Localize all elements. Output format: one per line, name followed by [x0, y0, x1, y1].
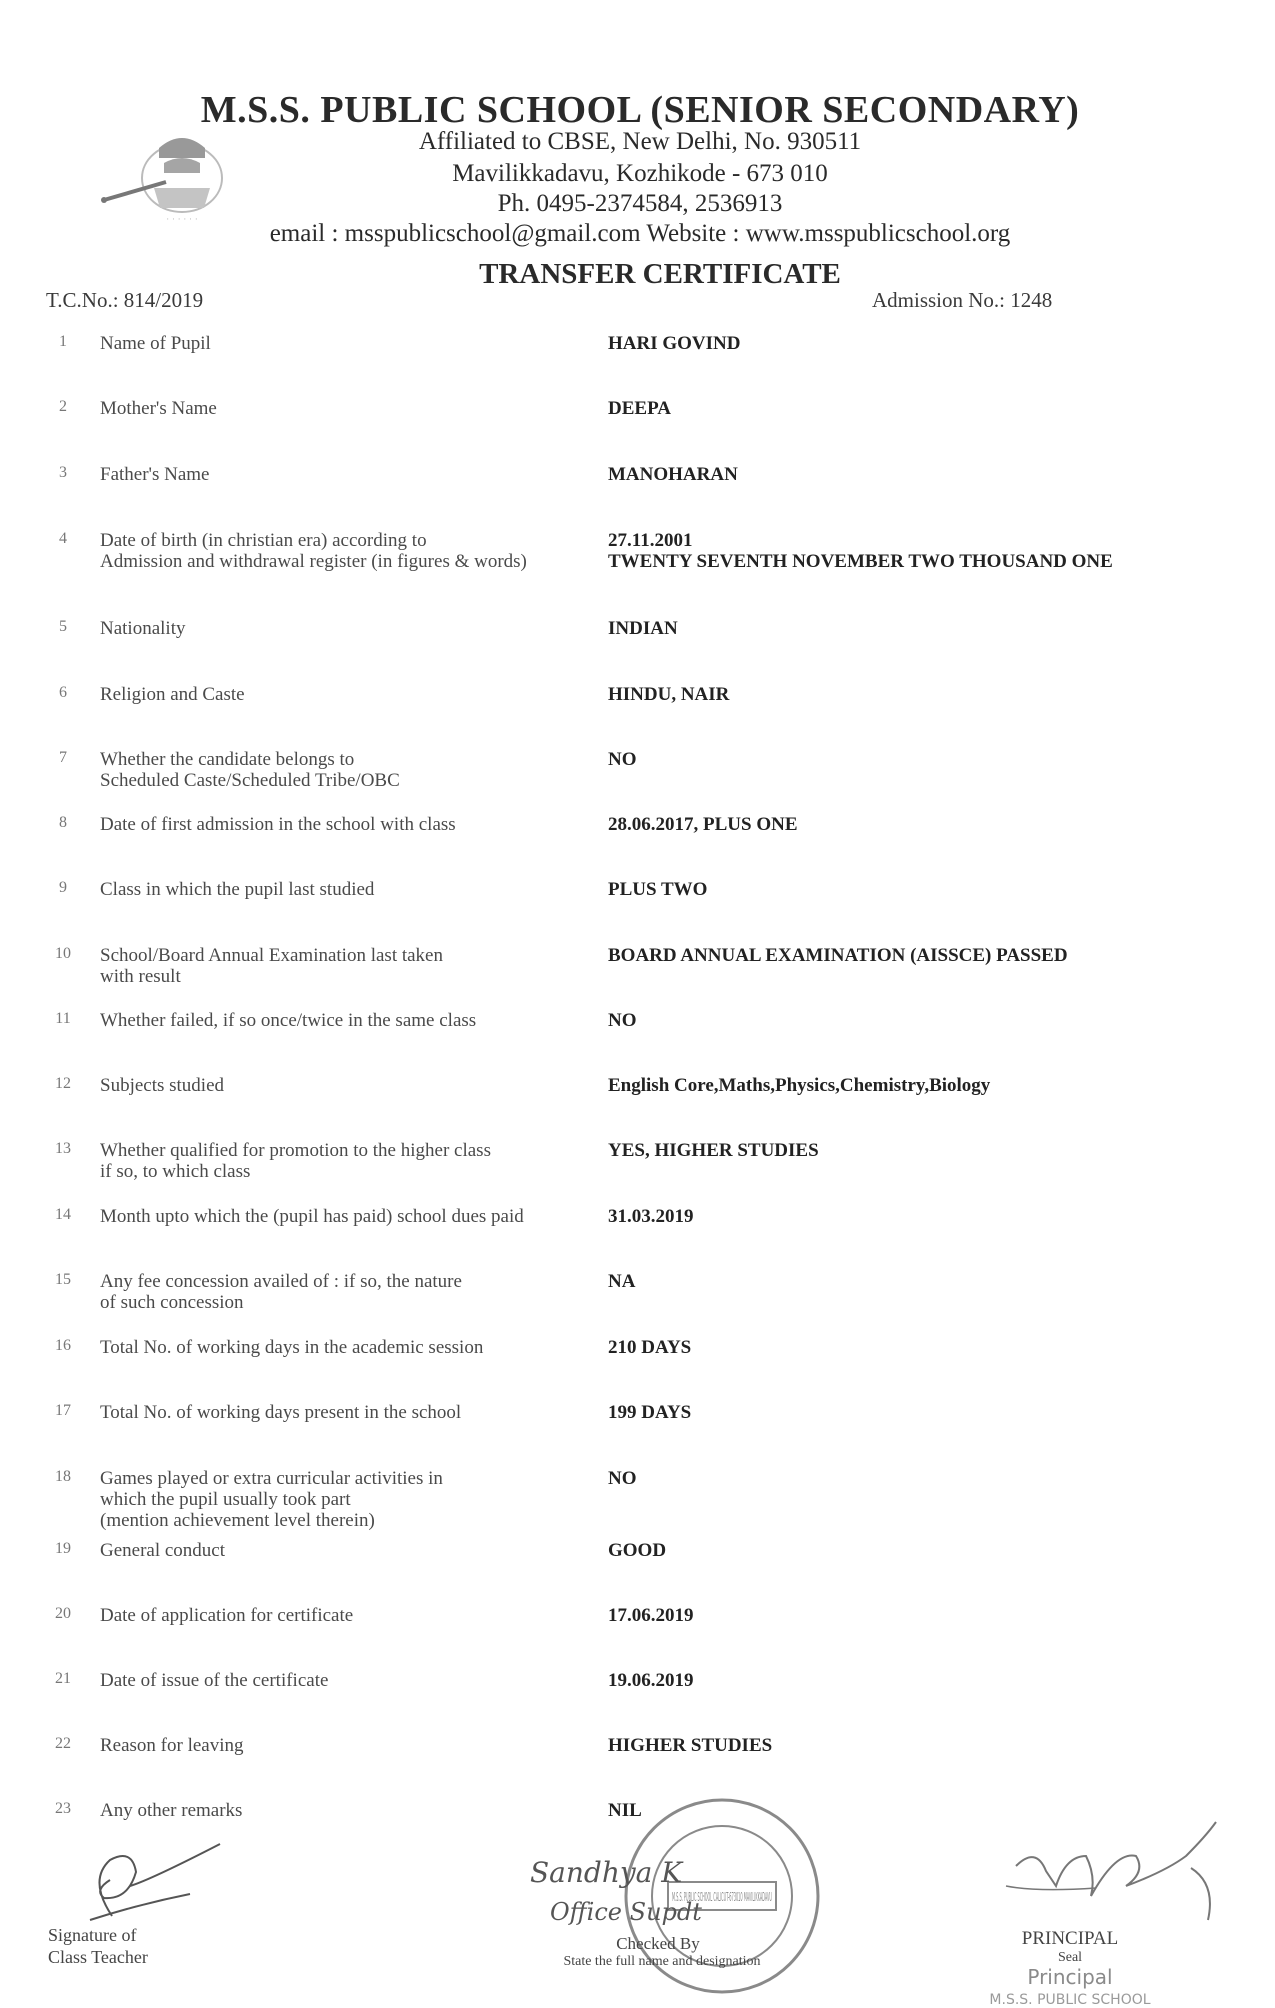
field-value: 199 DAYS: [608, 1402, 692, 1423]
principal-seal-stamp: [930, 1964, 1210, 2008]
row-number: 3: [59, 464, 67, 481]
affiliation: Affiliated to CBSE, New Delhi, No. 930511: [418, 128, 862, 155]
field-label: Whether qualified for promotion to the higher class if so, to which class: [100, 1140, 491, 1182]
field-value: NO: [608, 1010, 637, 1031]
field-value: HARI GOVIND: [608, 333, 741, 354]
field-label: Any other remarks: [100, 1800, 243, 1821]
field-label: Any fee concession availed of : if so, the nature of such concession: [100, 1271, 462, 1313]
checked-by-note: State the full name and designation: [563, 1954, 761, 1969]
row-number: 4: [59, 530, 67, 547]
field-label: Date of application for certificate: [100, 1605, 354, 1626]
field-label: Reason for leaving: [100, 1735, 244, 1756]
field-value: 27.11.2001 TWENTY SEVENTH NOVEMBER TWO THOUSAND ONE: [608, 530, 1113, 572]
class-teacher-signature: [70, 1838, 230, 1924]
field-label: Games played or extra curricular activities in which the pupil usually took part (mention achievement level therein): [100, 1468, 443, 1531]
principal-label: PRINCIPAL: [1021, 1928, 1119, 1949]
field-label: Nationality: [100, 618, 186, 639]
field-value: 28.06.2017, PLUS ONE: [608, 814, 798, 835]
stamp-text: M.S.S. PUBLIC SCHOOL CALICUT-673010 MAVILIKKADAVU: [672, 1890, 772, 1904]
field-value: YES, HIGHER STUDIES: [608, 1140, 819, 1161]
row-number: 12: [55, 1075, 71, 1092]
field-value: MANOHARAN: [608, 464, 738, 485]
principal-signature: [976, 1816, 1236, 1926]
field-label: Whether the candidate belongs to Scheduled Caste/Scheduled Tribe/OBC: [100, 749, 400, 791]
row-number: 13: [55, 1140, 71, 1157]
admission-number: Admission No.: 1248: [872, 288, 1053, 312]
field-value: 19.06.2019: [608, 1670, 694, 1691]
field-label: Religion and Caste: [100, 684, 245, 705]
row-number: 5: [59, 618, 67, 635]
svg-text:· · · · · ·: · · · · · ·: [166, 215, 198, 225]
row-number: 22: [55, 1735, 71, 1752]
seal-label: Seal: [1057, 1950, 1083, 1965]
school-address: Mavilikkadavu, Kozhikode - 673 010: [452, 160, 828, 187]
row-number: 14: [55, 1206, 71, 1223]
field-label: General conduct: [100, 1540, 226, 1561]
field-label: Subjects studied: [100, 1075, 225, 1096]
row-number: 11: [55, 1010, 71, 1027]
row-number: 7: [59, 749, 67, 766]
field-value: HIGHER STUDIES: [608, 1735, 773, 1756]
field-value: 210 DAYS: [608, 1337, 692, 1358]
row-number: 16: [55, 1337, 71, 1354]
field-value: DEEPA: [608, 398, 671, 419]
svg-text:Office Supdt: Office Supdt: [550, 1898, 702, 1926]
field-label: Month upto which the (pupil has paid) school dues paid: [100, 1206, 524, 1227]
row-number: 6: [59, 684, 67, 701]
field-label: Class in which the pupil last studied: [100, 879, 375, 900]
row-number: 9: [59, 879, 67, 896]
row-number: 15: [55, 1271, 71, 1288]
field-value: INDIAN: [608, 618, 678, 639]
field-label: Date of first admission in the school with class: [100, 814, 456, 835]
school-phone: Ph. 0495-2374584, 2536913: [497, 190, 783, 217]
field-value: 31.03.2019: [608, 1206, 694, 1227]
field-label: Name of Pupil: [100, 333, 211, 354]
field-label: Father's Name: [100, 464, 210, 485]
field-label: Date of issue of the certificate: [100, 1670, 329, 1691]
field-value: English Core,Maths,Physics,Chemistry,Biology: [608, 1075, 991, 1096]
field-label: Mother's Name: [100, 398, 217, 419]
field-value: HINDU, NAIR: [608, 684, 730, 705]
certificate-title: TRANSFER CERTIFICATE: [479, 258, 841, 290]
field-value: 17.06.2019: [608, 1605, 694, 1626]
checked-by-label: Checked By: [616, 1934, 700, 1953]
field-label: Total No. of working days present in the school: [100, 1402, 462, 1423]
row-number: 10: [55, 945, 71, 962]
row-number: 18: [55, 1468, 71, 1485]
row-number: 1: [59, 333, 67, 350]
field-value: NIL: [608, 1800, 642, 1821]
field-label: Whether failed, if so once/twice in the same class: [100, 1010, 477, 1031]
svg-text:M.S.S. PUBLIC SCHOOL: M.S.S. PUBLIC SCHOOL: [989, 1992, 1151, 2008]
field-label: Date of birth (in christian era) according to Admission and withdrawal register (in figures & words): [100, 530, 527, 572]
school-name: M.S.S. PUBLIC SCHOOL (SENIOR SECONDARY): [200, 89, 1080, 131]
row-number: 2: [59, 398, 67, 415]
row-number: 8: [59, 814, 67, 831]
field-value: GOOD: [608, 1540, 667, 1561]
row-number: 23: [55, 1800, 71, 1817]
row-number: 17: [55, 1402, 71, 1419]
field-value: NO: [608, 1468, 637, 1489]
svg-text:Principal: Principal: [1027, 1965, 1113, 1989]
field-value: BOARD ANNUAL EXAMINATION (AISSCE) PASSED: [608, 945, 1068, 966]
field-label: Total No. of working days in the academic session: [100, 1337, 484, 1358]
svg-text:Sandhya K: Sandhya K: [530, 1856, 683, 1889]
field-value: NO: [608, 749, 637, 770]
tc-number: T.C.No.: 814/2019: [46, 288, 204, 312]
row-number: 21: [55, 1670, 71, 1687]
field-value: NA: [608, 1271, 636, 1292]
row-number: 19: [55, 1540, 71, 1557]
office-superintendent-signature: [522, 1852, 752, 1932]
school-contact: email : msspublicschool@gmail.com Website : www.msspublicschool.org: [269, 220, 1011, 247]
class-teacher-label: Signature of Class Teacher: [48, 1925, 148, 1967]
row-number: 20: [55, 1605, 71, 1622]
field-value: PLUS TWO: [608, 879, 708, 900]
field-label: School/Board Annual Examination last taken with result: [100, 945, 443, 987]
